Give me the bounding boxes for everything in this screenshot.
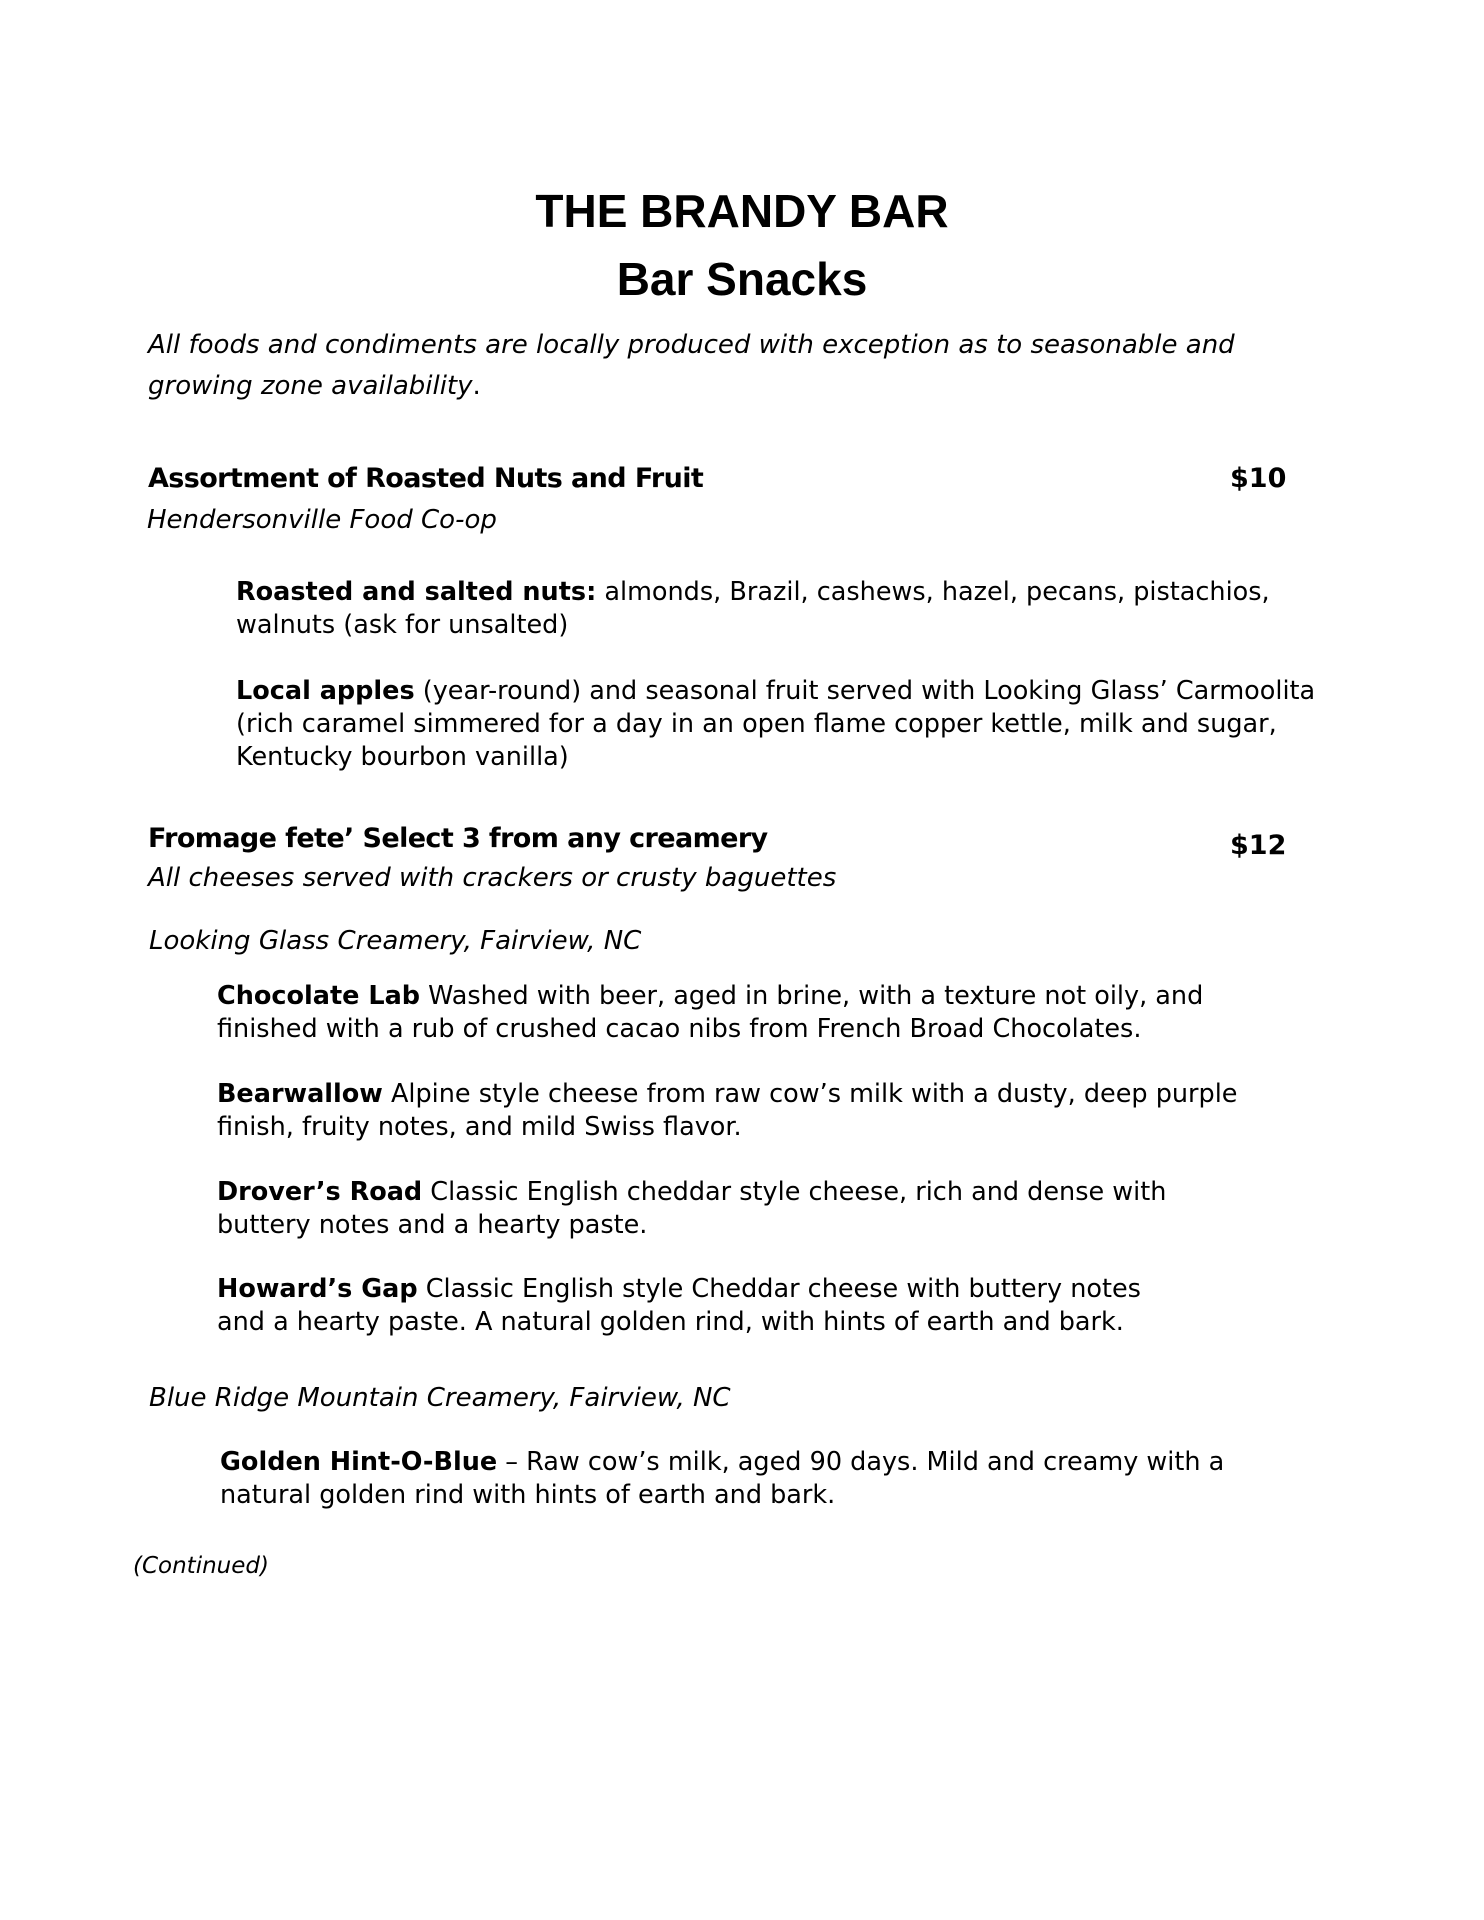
item-text: finished with a rub of crushed cacao nibs from French Broad Chocolates. <box>217 1014 1142 1044</box>
item-text: (year-round) and seasonal fruit served with Looking Glass’ Carmoolita <box>414 676 1316 706</box>
item-text: natural golden rind with hints of earth and bark. <box>220 1480 836 1510</box>
item-bold-label: Chocolate Lab <box>217 981 421 1011</box>
creamery-looking-glass: Looking Glass Creamery, Fairview, NC <box>149 926 642 956</box>
item-text: Washed with beer, aged in brine, with a texture not oily, and <box>420 981 1204 1011</box>
item-bold-label: Bearwallow <box>217 1079 383 1109</box>
item-text: almonds, Brazil, cashews, hazel, pecans, pistachios, <box>596 577 1270 607</box>
creamery-blue-ridge: Blue Ridge Mountain Creamery, Fairview, NC <box>149 1383 731 1413</box>
item-bold-label: Howard’s Gap <box>217 1274 418 1304</box>
item-text: walnuts (ask for unsalted) <box>236 610 569 640</box>
source-hendersonville: Hendersonville Food Co-op <box>147 505 497 535</box>
cheese-golden-hint-o-blue <box>220 1446 1224 1512</box>
item-text: – Raw cow’s milk, aged 90 days. Mild and creamy with a <box>497 1447 1225 1477</box>
item-text: Classic English style Cheddar cheese with buttery notes <box>417 1274 1141 1304</box>
item-text: Kentucky bourbon vanilla) <box>236 742 569 772</box>
item-text: (rich caramel simmered for a day in an open flame copper kettle, milk and sugar, <box>236 709 1277 739</box>
source-crackers: All cheeses served with crackers or crusty baguettes <box>148 863 837 893</box>
page-title: THE BRANDY BAR <box>535 185 949 237</box>
item-bold-label: Local apples <box>236 676 415 706</box>
cheese-howards-gap <box>217 1273 1141 1339</box>
item-bold-label: Drover’s Road <box>217 1177 423 1207</box>
intro-paragraph <box>148 325 1268 407</box>
item-text: finish, fruity notes, and mild Swiss flavor. <box>217 1112 742 1142</box>
item-text: Alpine style cheese from raw cow’s milk with a dusty, deep purple <box>382 1079 1238 1109</box>
item-text: Classic English cheddar style cheese, rich and dense with <box>422 1177 1167 1207</box>
item-text: buttery notes and a hearty paste. <box>217 1210 648 1240</box>
price-fromage: $12 <box>1230 830 1287 861</box>
price-nuts: $10 <box>1230 463 1287 494</box>
intro-period: . <box>472 371 481 401</box>
item-bold-label: Roasted and salted nuts: <box>236 577 597 607</box>
page-subtitle: Bar Snacks <box>616 253 868 305</box>
section-title-fromage: Fromage fete’ Select 3 from any creamery <box>148 823 768 854</box>
menu-item-roasted-nuts <box>236 576 1270 642</box>
continued-note: (Continued) <box>133 1553 269 1579</box>
cheese-bearwallow <box>217 1078 1238 1144</box>
intro-text: All foods and condiments are locally produced with exception as to seasonable and growing zone availability <box>148 330 1235 401</box>
cheese-chocolate-lab <box>217 980 1203 1046</box>
section-title-nuts: Assortment of Roasted Nuts and Fruit <box>148 463 704 494</box>
item-text: and a hearty paste. A natural golden rind, with hints of earth and bark. <box>217 1307 1124 1337</box>
item-bold-label: Golden Hint-O-Blue <box>220 1447 498 1477</box>
menu-item-local-apples <box>236 675 1315 774</box>
cheese-drovers-road <box>217 1176 1166 1242</box>
